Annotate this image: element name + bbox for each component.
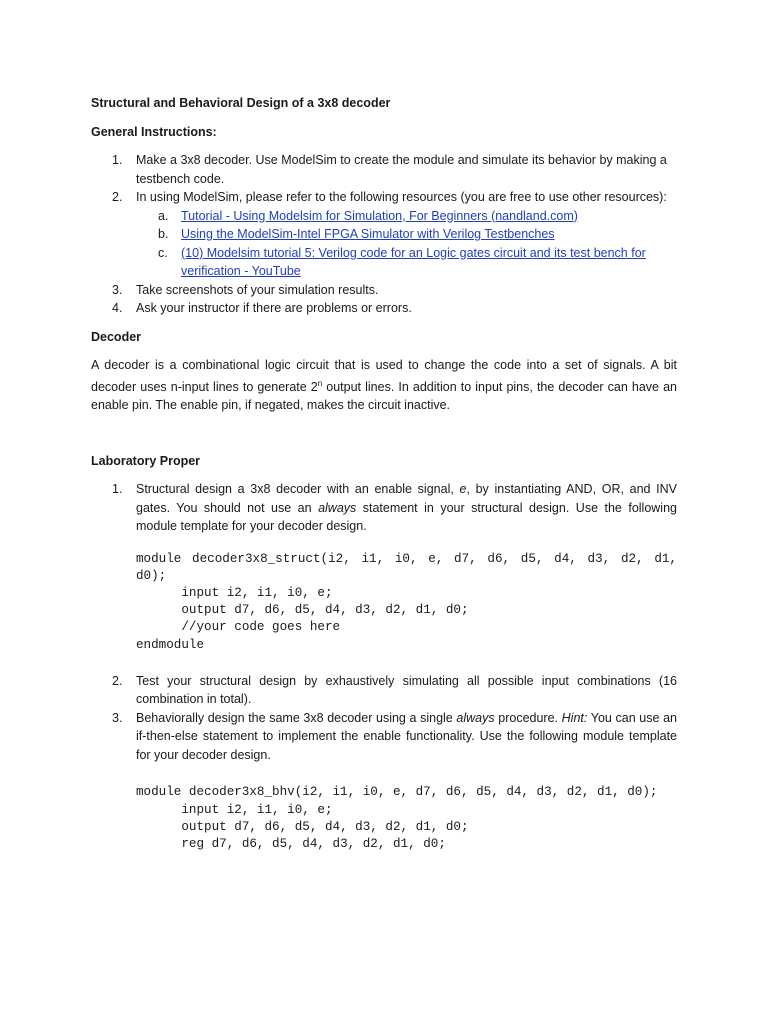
spacer: [91, 425, 677, 452]
list-item: [91, 188, 677, 281]
document-page: [91, 94, 677, 871]
list-item: [91, 299, 677, 318]
list-item-text: Make a 3x8 decoder. Use ModelSim to create the module and simulate its behavior by making a testbench code.: [136, 153, 667, 186]
resource-item: [136, 244, 677, 281]
lab-item3-em-always: always: [456, 710, 495, 725]
resource-link-youtube[interactable]: (10) Modelsim tutorial 5: Verilog code for an Logic gates circuit and its test bench for verification - YouTube: [181, 245, 646, 278]
list-number: 2.: [112, 673, 123, 688]
list-item: [91, 709, 677, 765]
decoder-paragraph: [91, 356, 677, 415]
general-instructions-list: [91, 151, 677, 318]
code-block-bhv: module decoder3x8_bhv(i2, i1, i0, e, d7, d6, d5, d4, d3, d2, d1, d0); input i2, i1, i0, e; output d7, d6, d5, d4, d3, d2, d1, d0; reg d7, d6, d5, d4, d3, d2, d1, d0;: [136, 785, 658, 851]
list-number: 3.: [112, 710, 123, 725]
resource-letter: c.: [158, 245, 168, 260]
list-number: 1.: [112, 153, 123, 167]
resource-letter: a.: [158, 208, 169, 223]
code-block-struct: module decoder3x8_struct(i2, i1, i0, e, d7, d6, d5, d4, d3, d2, d1, d0); input i2, i1, i0, e; output d7, d6, d5, d4, d3, d2, d1, d0; //your code goes here endmodule: [136, 551, 677, 652]
list-item: [91, 480, 677, 536]
list-item-text: Ask your instructor if there are problems or errors.: [136, 301, 412, 315]
list-number: 4.: [112, 301, 123, 315]
lab-item2-text: Test your structural design by exhaustively simulating all possible input combinations (16 combination in total).: [136, 673, 677, 707]
lab-item1-part1: Structural design a 3x8 decoder with an enable signal,: [136, 482, 460, 497]
decoder-heading: Decoder: [91, 329, 142, 344]
resource-item: [136, 207, 677, 226]
lab-item3-part2: procedure.: [494, 710, 562, 725]
lab-item1-part3: statement in your structural design. Use the following module template for your decoder design.: [136, 500, 677, 534]
superscript-n: n: [317, 378, 323, 388]
list-item-text: Take screenshots of your simulation results.: [136, 282, 379, 297]
resource-link-intel-modelsim[interactable]: Using the ModelSim-Intel FPGA Simulator with Verilog Testbenches: [181, 227, 555, 241]
document-title: Structural and Behavioral Design of a 3x8 decoder: [91, 96, 391, 110]
lab-item1-em-always: always: [318, 500, 357, 515]
list-number: 1.: [112, 482, 123, 497]
resource-item: [136, 225, 677, 244]
general-instructions-heading: General Instructions:: [91, 124, 217, 139]
list-number: 3.: [112, 282, 123, 297]
lab-item1-em-e: e: [459, 482, 467, 497]
list-item-text: In using ModelSim, please refer to the following resources (you are free to use other resources):: [136, 190, 667, 204]
list-number: 2.: [112, 190, 123, 204]
list-item: [91, 281, 677, 300]
decoder-text-part2: output lines. In addition to input pins, the decoder can have an enable pin. The enable pin, if negated, makes the circuit inactive.: [91, 379, 677, 413]
lab-item1-part2: , by instantiating AND, OR, and INV gates. You should not use an: [136, 482, 677, 515]
resource-letter: b.: [158, 227, 169, 241]
lab-item3-part1: Behaviorally design the same 3x8 decoder using a single: [136, 710, 457, 725]
lab-item3-em-hint: Hint:: [561, 710, 588, 725]
laboratory-list-continued: [91, 672, 677, 765]
lab-item3-part3: You can use an if-then-else statement to implement the enable functionality. Use the following module template for your decoder design.: [136, 710, 677, 762]
resource-link-nandland[interactable]: Tutorial - Using Modelsim for Simulation, For Beginners (nandland.com): [181, 208, 578, 223]
resources-list: [136, 207, 677, 281]
decoder-text-part1: A decoder is a combinational logic circuit that is used to change the code into a set of signals. A bit decoder uses n-input lines to generate 2: [91, 358, 677, 394]
list-item: [91, 151, 677, 188]
laboratory-list: [91, 480, 677, 536]
laboratory-proper-heading: Laboratory Proper: [91, 453, 201, 468]
list-item: [91, 672, 677, 709]
